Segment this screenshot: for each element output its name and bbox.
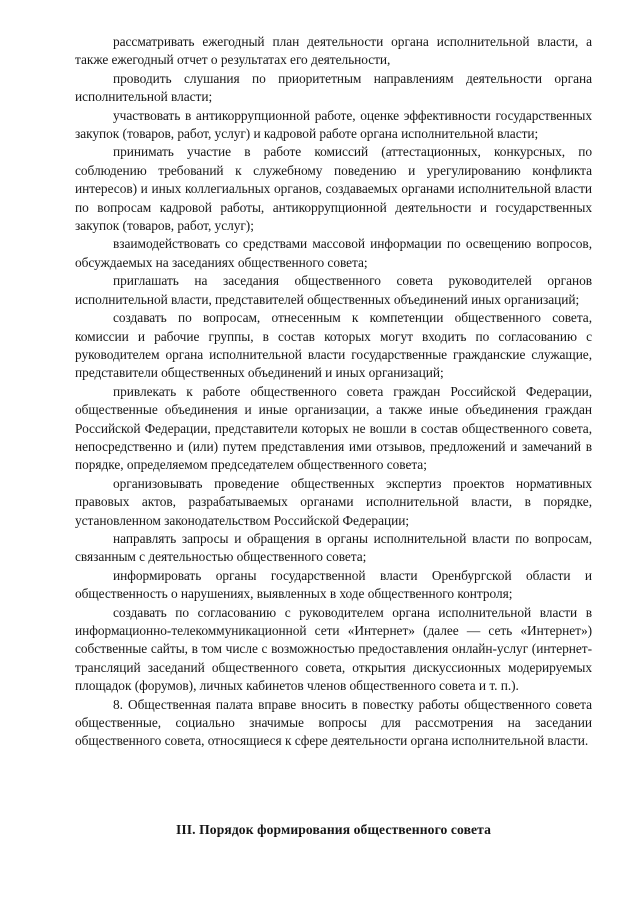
paragraph-involve-citizens: привлекать к работе общественного совета граждан Российской Федерации, общественные объединения и иные организации, а также иные объединения граждан Российской Федерации, представители которых не вошли в состав общественного совета, непосредственно и (или) путем представления ими отзывов, предложений и замечаний в порядке, определяемом председателем общественного совета; (75, 383, 592, 473)
paragraph-inform: информировать органы государственной власти Оренбургской области и общественность о нарушениях, выявленных в ходе общественного контроля; (75, 567, 592, 602)
paragraph-anticorruption: участвовать в антикоррупционной работе, оценке эффективности государственных закупок (товаров, работ, услуг) и кадровой работе органа исполнительной власти; (75, 107, 592, 142)
paragraph-invite: приглашать на заседания общественного совета руководителей органов исполнительной власти, представителей общественных объединений иных организаций; (75, 273, 592, 307)
paragraph-annual-plan: рассматривать ежегодный план деятельности органа исполнительной власти, а также ежегодный отчет о результатах его деятельности, (75, 34, 592, 68)
paragraph-hearings: проводить слушания по приоритетным направлениям деятельности органа исполнительной власти; (75, 70, 592, 105)
document-body (75, 33, 592, 751)
paragraph-websites: создавать по согласованию с руководителем органа исполнительной власти в информационно-телекоммуникационной сети «Интернет» (далее — сеть «Интернет») собственные сайты, в том числе с возможностью предоставления онлайн-услуг (интернет-трансляций заседаний общественного совета, открытия дискуссионных модерируемых площадок (форумов), личных кабинетов членов общественного совета и т. п.). (75, 604, 592, 694)
section-heading: III. Порядок формирования общественного совета (175, 822, 492, 837)
paragraph-item-8: 8. Общественная палата вправе вносить в повестку работы общественного совета общественные, социально значимые вопросы для рассмотрения на заседании общественного совета, относящиеся к сфере деятельности органа исполнительной власти. (75, 696, 592, 749)
paragraph-working-groups: создавать по вопросам, отнесенным к компетенции общественного совета, комиссии и рабочие группы, в состав которых могут входить по согласованию с руководителем органа исполнительной власти государственные гражданские служащие, представители общественных объединений и иных организаций; (75, 310, 592, 381)
paragraph-requests: направлять запросы и обращения в органы исполнительной власти по вопросам, связанным с деятельностью общественного совета; (75, 530, 592, 565)
paragraph-media: взаимодействовать со средствами массовой информации по освещению вопросов, обсуждаемых на заседаниях общественного совета; (75, 236, 592, 270)
paragraph-expertise: организовывать проведение общественных экспертиз проектов нормативных правовых актов, разрабатываемых органами исполнительной власти, в порядке, установленном законодательством Российской Федерации; (75, 475, 592, 528)
paragraph-commissions: принимать участие в работе комиссий (аттестационных, конкурсных, по соблюдению требований к служебному поведению и урегулированию конфликта интересов) и иных коллегиальных органов, создаваемых органами исполнительной власти по вопросам кадровой работы, антикоррупционной деятельности и государственных закупок (товаров, работ, услуг); (75, 144, 592, 234)
